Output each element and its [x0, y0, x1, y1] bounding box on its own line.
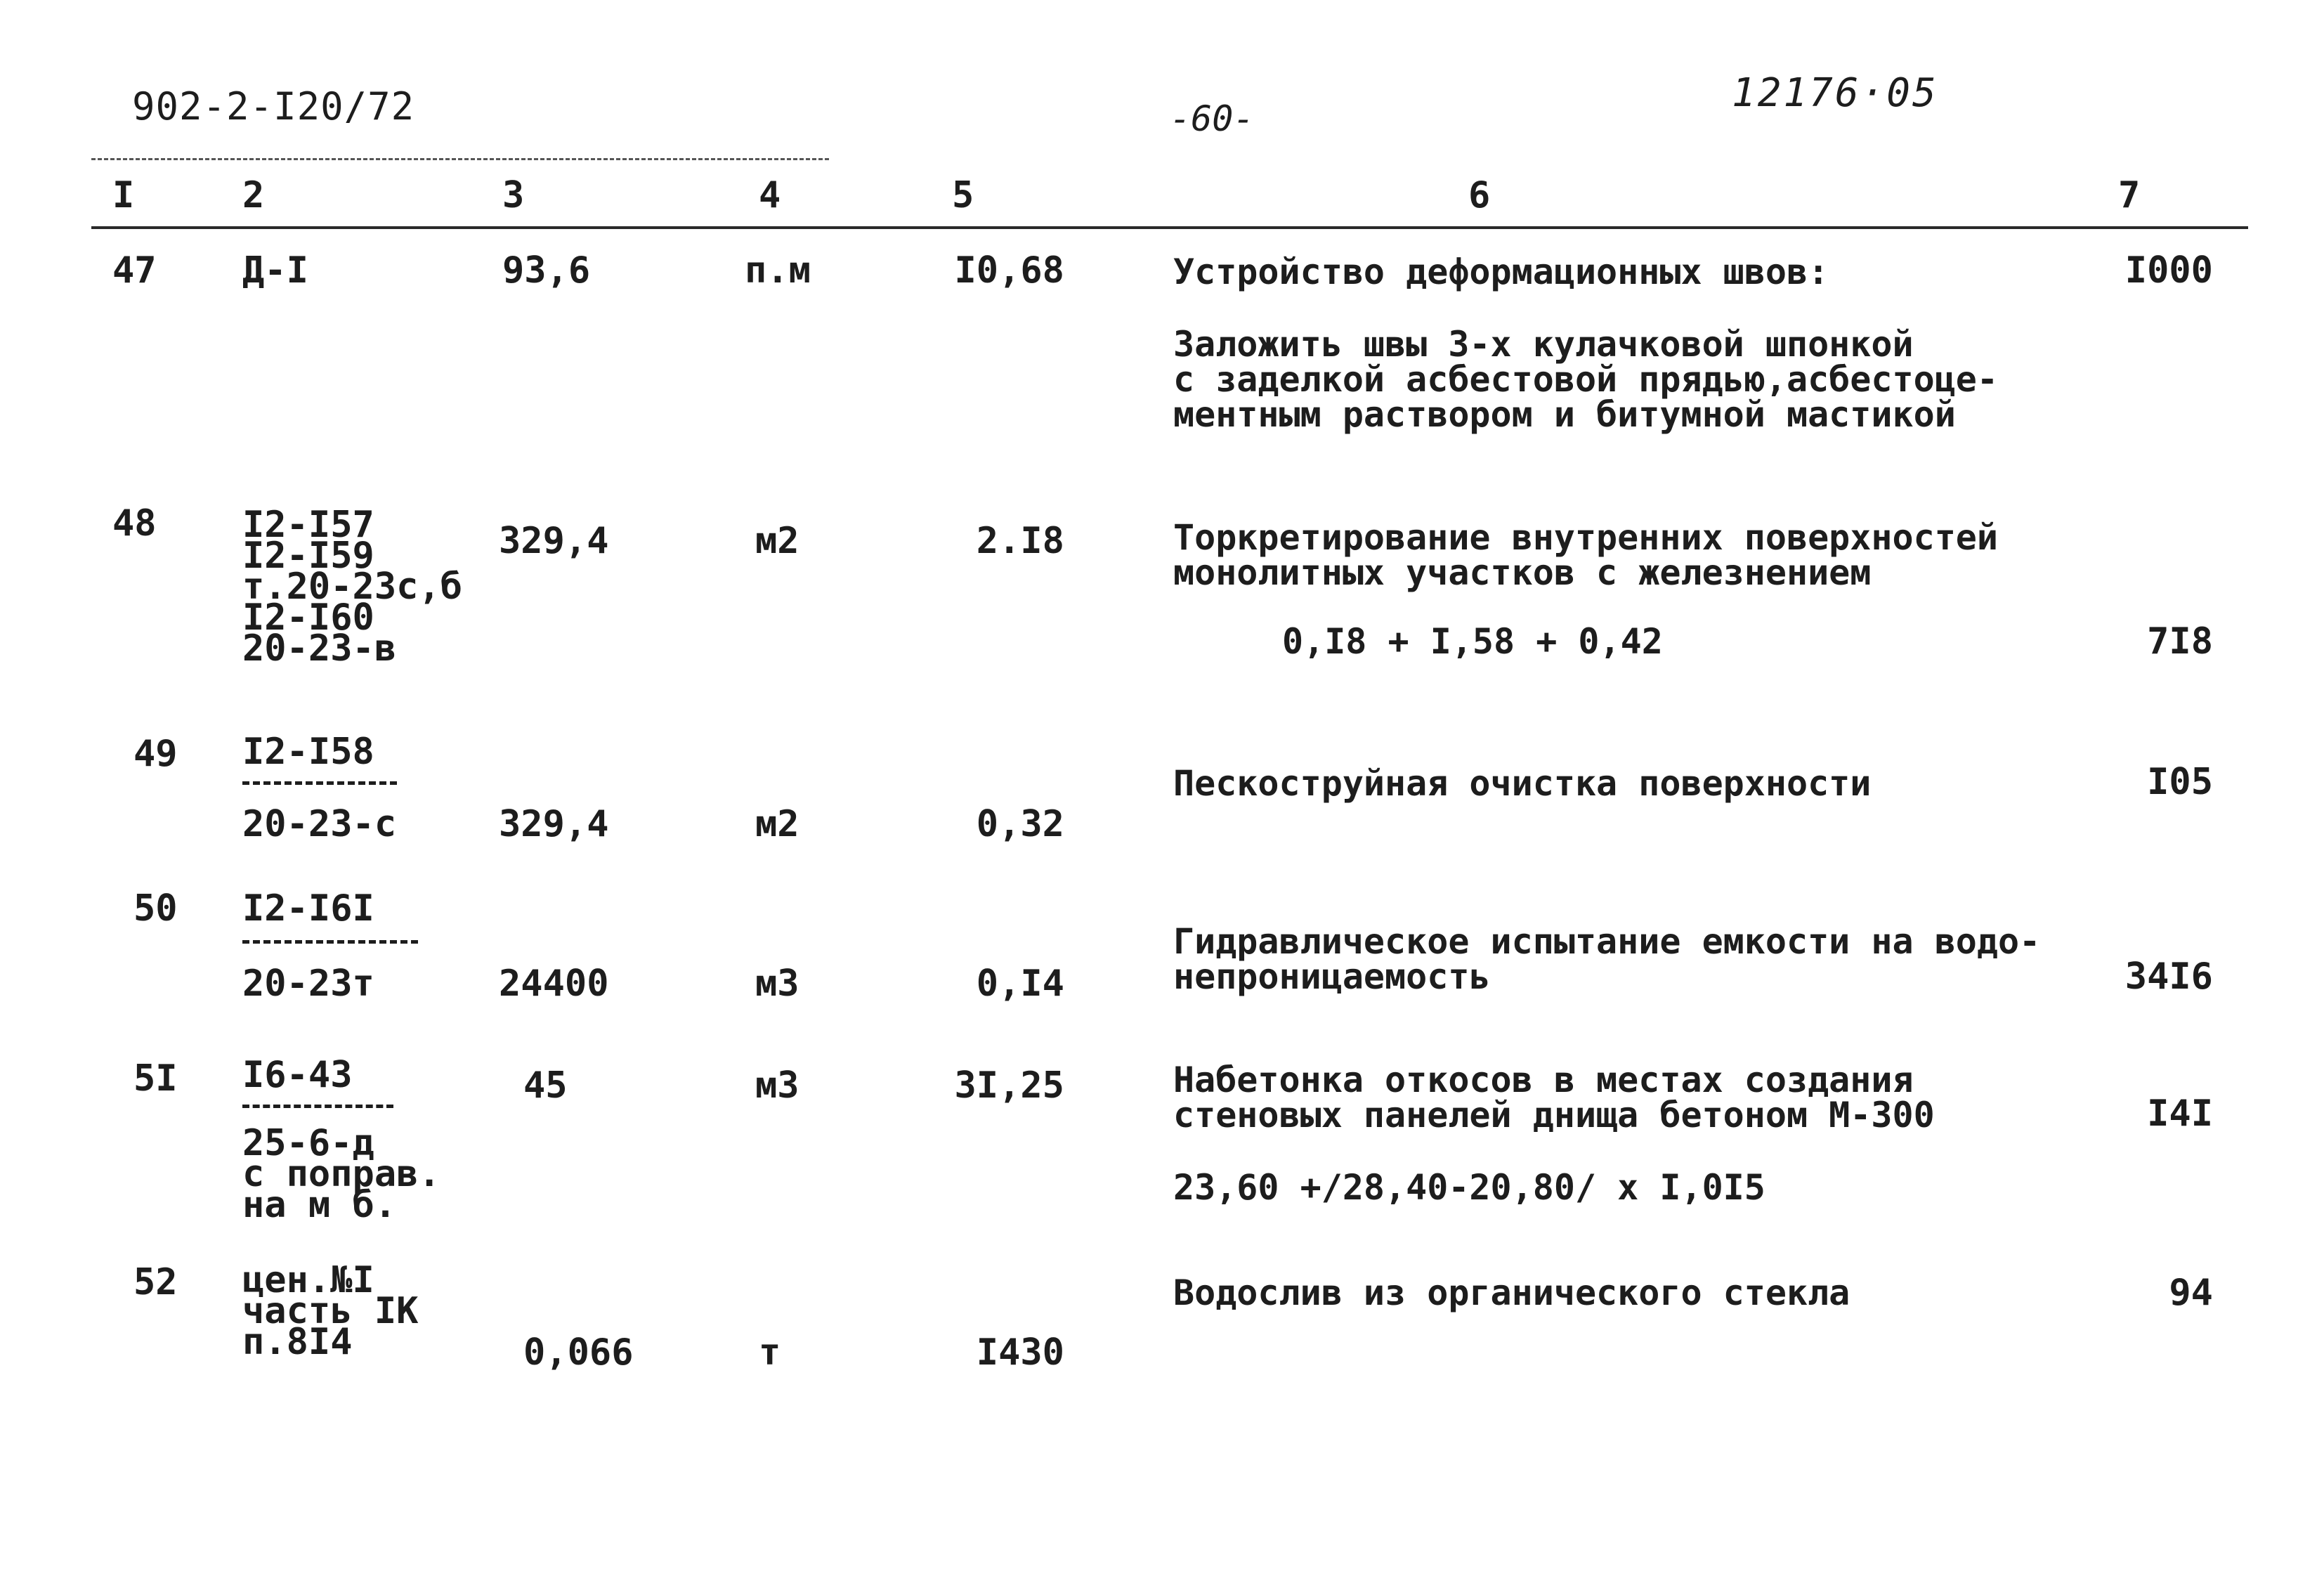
row-code-top: I2-I58: [242, 731, 374, 773]
row-no: 48: [112, 502, 157, 545]
col-header-2: 2: [242, 174, 265, 216]
row-code: Д-I: [242, 249, 308, 292]
row-total: 94: [2169, 1272, 2213, 1314]
row-formula: 0,I8 + I,58 + 0,42: [1282, 621, 1663, 662]
row-no: 50: [133, 887, 178, 930]
row-code-bottom: 20-23т: [242, 963, 374, 1005]
row-description-title: Водослив из органического стекла: [1173, 1272, 1850, 1313]
code-divider: [242, 781, 397, 785]
col-header-3: 3: [502, 174, 525, 216]
row-formula: 23,60 +/28,40-20,80/ х I,0I5: [1173, 1167, 1765, 1208]
row-code-bottom: 20-23-с: [242, 803, 397, 845]
row-description-title: Гидравлическое испытание емкости на водо- непроницаемость: [1173, 921, 2041, 997]
row-no: 52: [133, 1261, 178, 1303]
row-price: I0,68: [954, 249, 1064, 292]
col-header-1: I: [112, 174, 135, 216]
row-description-title: Набетонка откосов в местах создания стеновых панелей днища бетоном М-300: [1173, 1060, 1935, 1135]
row-price: 2.I8: [976, 520, 1064, 562]
row-unit: т: [759, 1331, 781, 1374]
row-unit: м2: [755, 803, 799, 845]
row-description-body: Заложить швы 3-х кулачковой шпонкой с заделкой асбестовой прядью,асбестоце- ментным раствором и битумной мастикой: [1173, 324, 1998, 435]
row-code-bottom: 25-6-д с поправ. на м б.: [242, 1122, 440, 1226]
row-total: I4I: [2147, 1093, 2213, 1135]
col-header-6: 6: [1468, 174, 1491, 216]
col-header-5: 5: [952, 174, 974, 216]
row-total: 34I6: [2124, 956, 2213, 998]
row-price: 3I,25: [954, 1064, 1064, 1107]
row-code: I2-I57 I2-I59 т.20-23с,б I2-I60 20-23-в: [242, 504, 463, 670]
row-code-top: I2-I6I: [242, 887, 374, 930]
header-rule: [91, 226, 2248, 229]
row-code-top: I6-43: [242, 1054, 353, 1096]
row-description-title: Пескоструйная очистка поверхности: [1173, 763, 1872, 804]
page-number: -60-: [1170, 98, 1255, 139]
row-qty: 45: [523, 1064, 568, 1107]
row-unit: м2: [755, 520, 799, 562]
top-rule: [91, 158, 829, 160]
row-code: цен.№I часть IК п.8I4: [242, 1259, 419, 1363]
row-total: 7I8: [2147, 620, 2213, 663]
row-unit: п.м: [745, 249, 811, 292]
row-description-title: Торкретирование внутренних поверхностей монолитных участков с железнением: [1173, 517, 1998, 593]
reference-number: 12176·05: [1732, 70, 1938, 116]
row-total: I05: [2147, 761, 2213, 803]
row-qty: 24400: [499, 963, 609, 1005]
row-qty: 329,4: [499, 520, 609, 562]
row-total: I000: [2124, 249, 2213, 292]
row-price: 0,32: [976, 803, 1064, 845]
row-price: I430: [976, 1331, 1064, 1374]
code-divider: [242, 1105, 393, 1108]
document-code: 902-2-I20/72: [132, 84, 415, 129]
row-qty: 93,6: [502, 249, 591, 292]
row-price: 0,I4: [976, 963, 1064, 1005]
row-qty: 0,066: [523, 1331, 634, 1374]
row-description-title: Устройство деформационных швов:: [1173, 252, 1829, 292]
row-unit: м3: [755, 1064, 799, 1107]
row-qty: 329,4: [499, 803, 609, 845]
col-header-7: 7: [2118, 174, 2141, 216]
col-header-4: 4: [759, 174, 781, 216]
row-no: 47: [112, 249, 157, 292]
code-divider: [242, 940, 418, 944]
row-unit: м3: [755, 963, 799, 1005]
row-no: 5I: [133, 1057, 178, 1100]
row-no: 49: [133, 733, 178, 775]
